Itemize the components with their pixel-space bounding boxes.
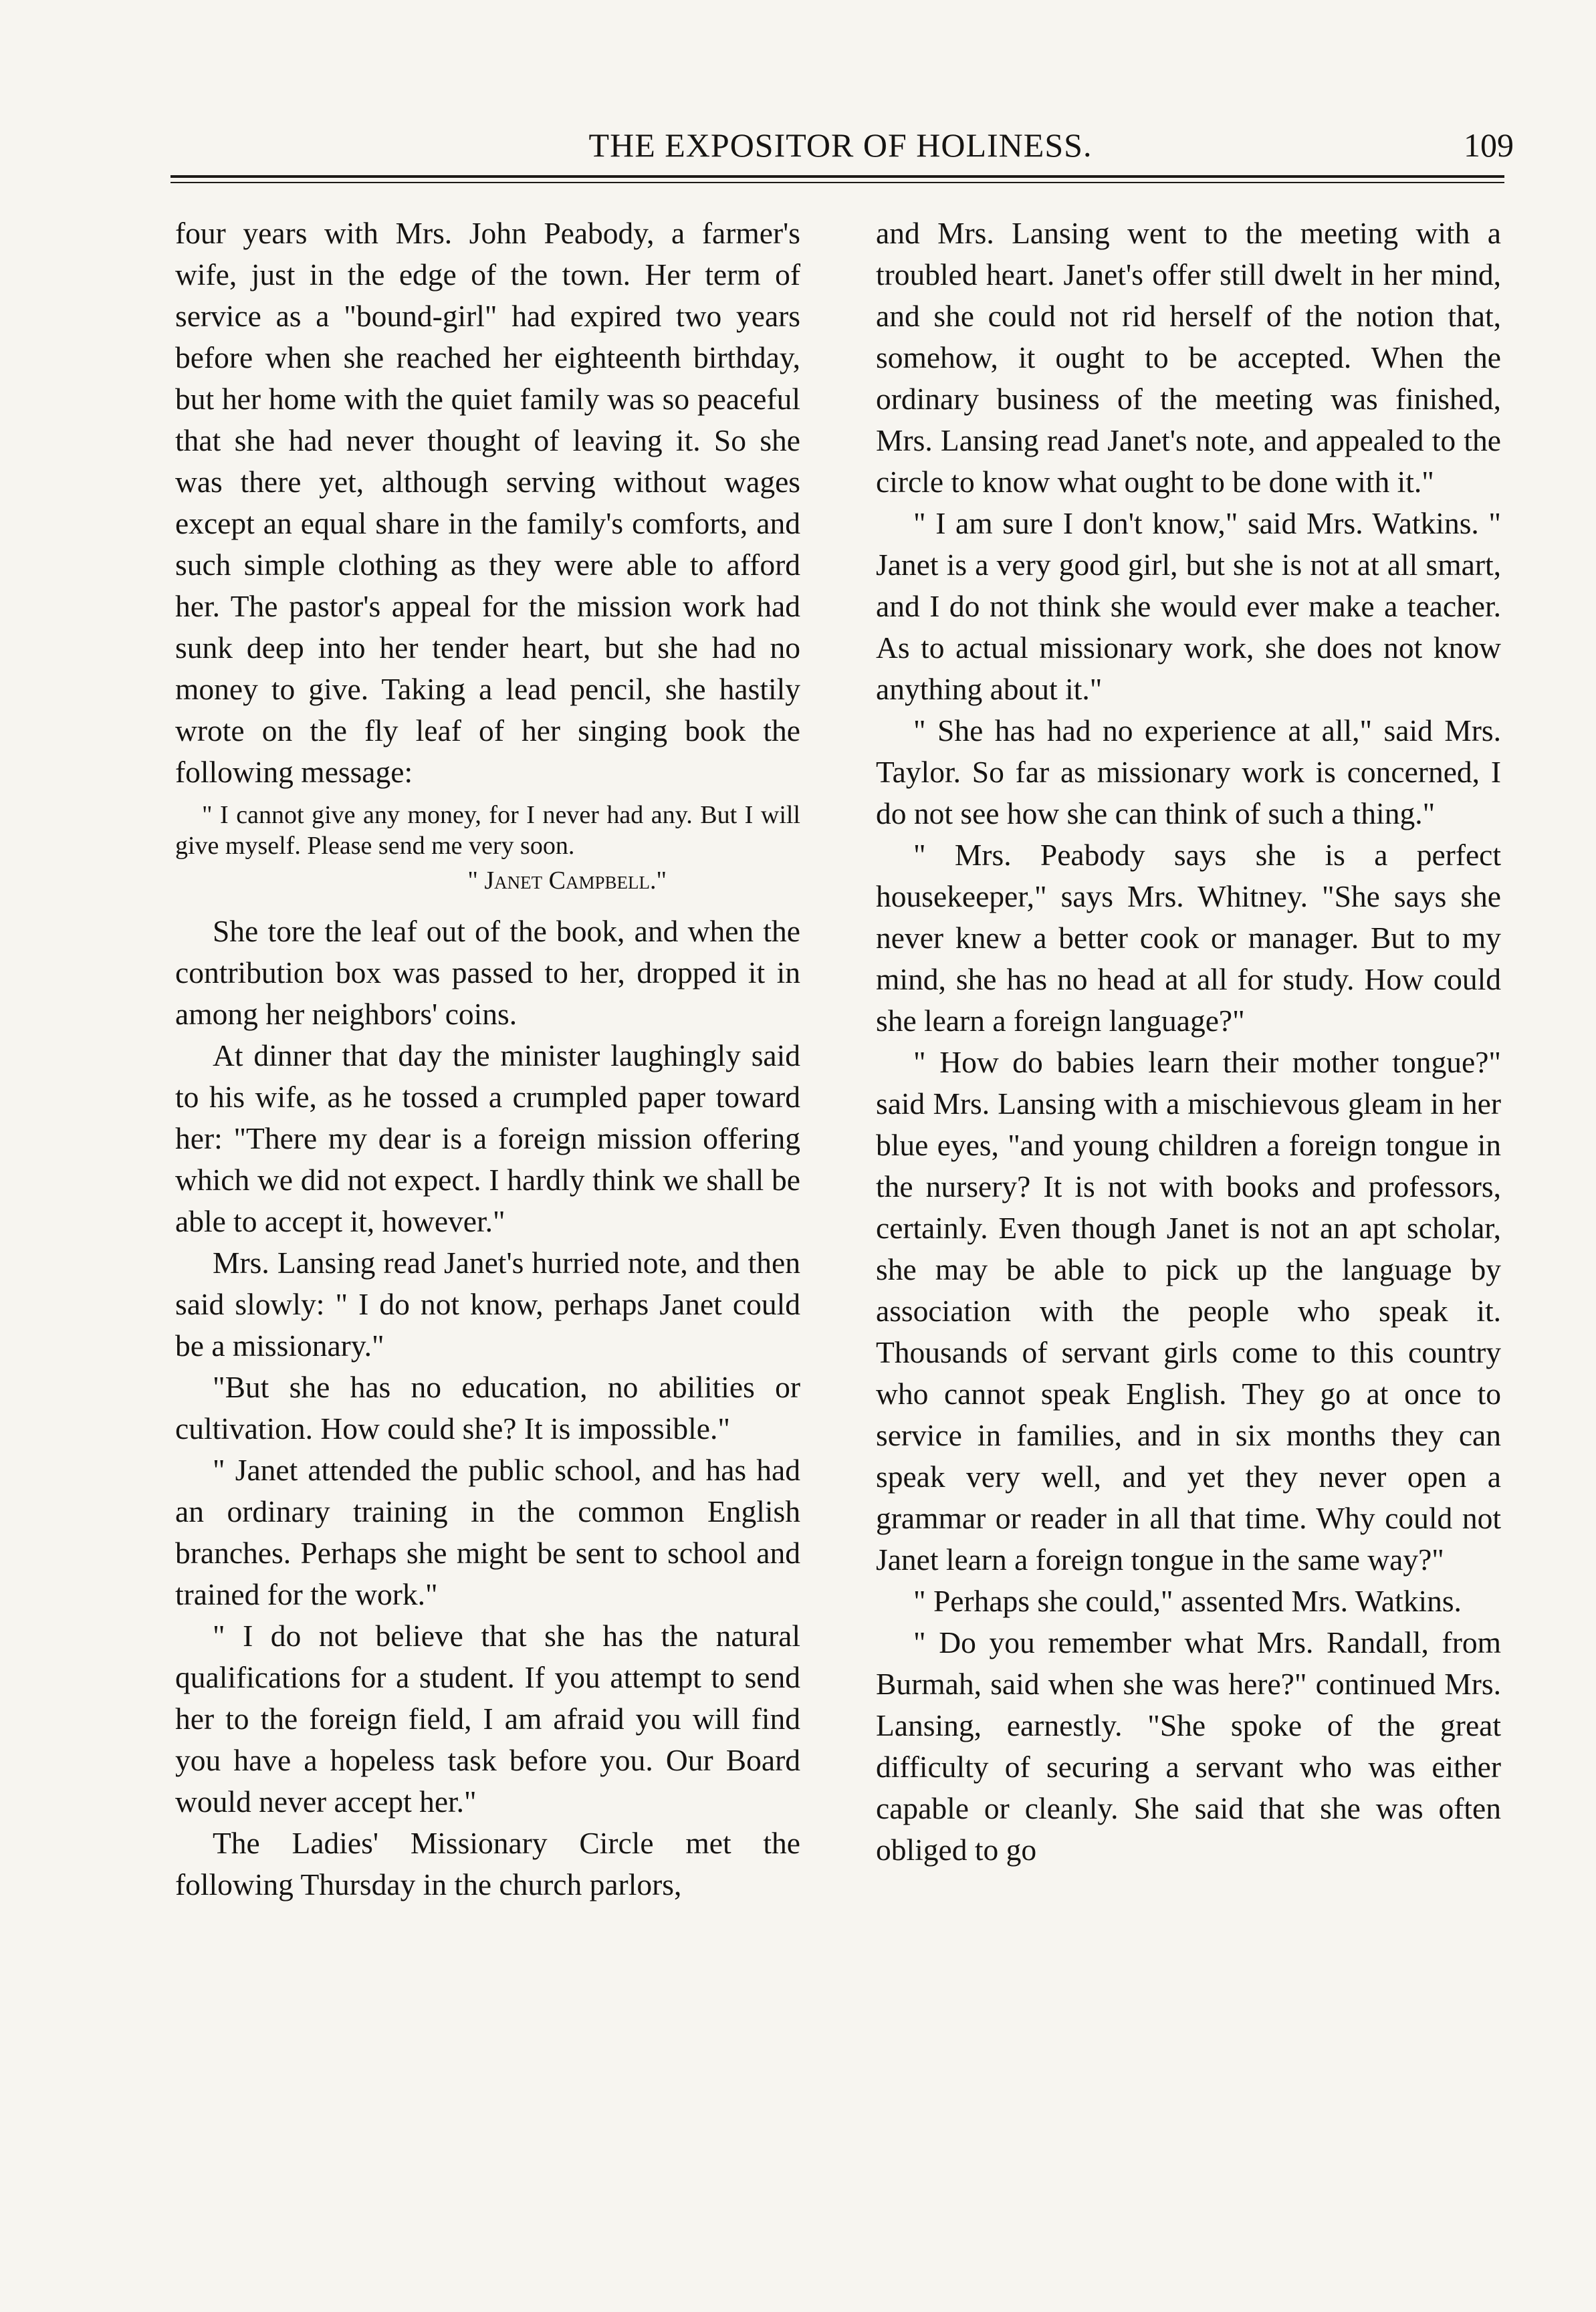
paragraph: " I am sure I don't know," said Mrs. Watkins. " Janet is a very good girl, but she is not at all smart, and I do not think she would ever make a teacher. As to actual missionary work, she does not know anything about it.": [876, 506, 1501, 706]
janet-signature: " Janet Campbell.": [467, 866, 667, 895]
left-column: [175, 213, 800, 1905]
paragraph: " I do not believe that she has the natural qualifications for a student. If you attempt to send her to the foreign field, I am afraid you will find you have a hopeless task before you. Our Board would never accept her.": [175, 1619, 800, 1819]
page-number: 109: [1464, 126, 1514, 164]
paragraph: "But she has no education, no abilities or cultivation. How could she? It is impossible.": [175, 1370, 800, 1446]
janet-note-quote: " I cannot give any money, for I never had any. But I will give myself. Please send me very soon.: [175, 801, 800, 860]
paragraph: She tore the leaf out of the book, and when the contribution box was passed to her, dropped it in among her neighbors' coins.: [175, 914, 800, 1031]
paragraph: " Mrs. Peabody says she is a perfect housekeeper," says Mrs. Whitney. "She says she never knew a better cook or manager. But to my mind, she has no head at all for study. How could she learn a foreign language?": [876, 838, 1501, 1038]
paragraph: " She has had no experience at all," said Mrs. Taylor. So far as missionary work is concerned, I do not see how she can think of such a thing.": [876, 713, 1501, 830]
paragraph: The Ladies' Missionary Circle met the following Thursday in the church parlors,: [175, 1826, 800, 1901]
header-rule-thin: [170, 182, 1504, 183]
paragraph: " Janet attended the public school, and has had an ordinary training in the common English branches. Perhaps she might be sent to school and trained for the work.": [175, 1453, 800, 1611]
paragraph: four years with Mrs. John Peabody, a farmer's wife, just in the edge of the town. Her term of service as a "bound-girl" had expired two years before when she reached her eighteenth birthday, but her home with the quiet family was so peaceful that she had never thought of leaving it. So she was there yet, although serving without wages except an equal share in the family's comforts, and such simple clothing as they were able to afford her. The pastor's appeal for the mission work had sunk deep into her tender heart, but she had no money to give. Taking a lead pencil, she hastily wrote on the fly leaf of her singing book the following message:: [175, 216, 800, 789]
journal-title: THE EXPOSITOR OF HOLINESS.: [588, 126, 1093, 164]
paragraph: Mrs. Lansing read Janet's hurried note, and then said slowly: " I do not know, perhaps Janet could be a missionary.": [175, 1246, 800, 1363]
paragraph: " Do you remember what Mrs. Randall, from Burmah, said when she was here?" continued Mrs. Lansing, earnestly. "She spoke of the great difficulty of securing a servant who was either capable or cleanly. She said that she was often obliged to go: [876, 1625, 1501, 1867]
paragraph: At dinner that day the minister laughingly said to his wife, as he tossed a crumpled paper toward her: "There my dear is a foreign mission offering which we did not expect. I hardly think we shall be able to accept it, however.": [175, 1038, 800, 1238]
paragraph: " How do babies learn their mother tongue?" said Mrs. Lansing with a mischievous gleam in her blue eyes, "and young children a foreign tongue in the nursery? It is not with books and professors, certainly. Even though Janet is not an apt scholar, she may be able to pick up the language by association with the people who speak it. Thousands of servant girls come to this country who cannot speak English. They go at once to service in families, and in six months they can speak very well, and yet they never open a grammar or reader in all that time. Why could not Janet learn a foreign tongue in the same way?": [876, 1045, 1501, 1577]
right-column: [876, 213, 1501, 1871]
paragraph: and Mrs. Lansing went to the meeting with a troubled heart. Janet's offer still dwelt in her mind, and she could not rid herself of the notion that, somehow, it ought to be accepted. When the ordinary business of the meeting was finished, Mrs. Lansing read Janet's note, and appealed to the circle to know what ought to be done with it.": [876, 216, 1501, 499]
running-header: [175, 122, 1514, 168]
header-rule-thick: [170, 175, 1504, 178]
paragraph: " Perhaps she could," assented Mrs. Watkins.: [913, 1584, 1462, 1618]
